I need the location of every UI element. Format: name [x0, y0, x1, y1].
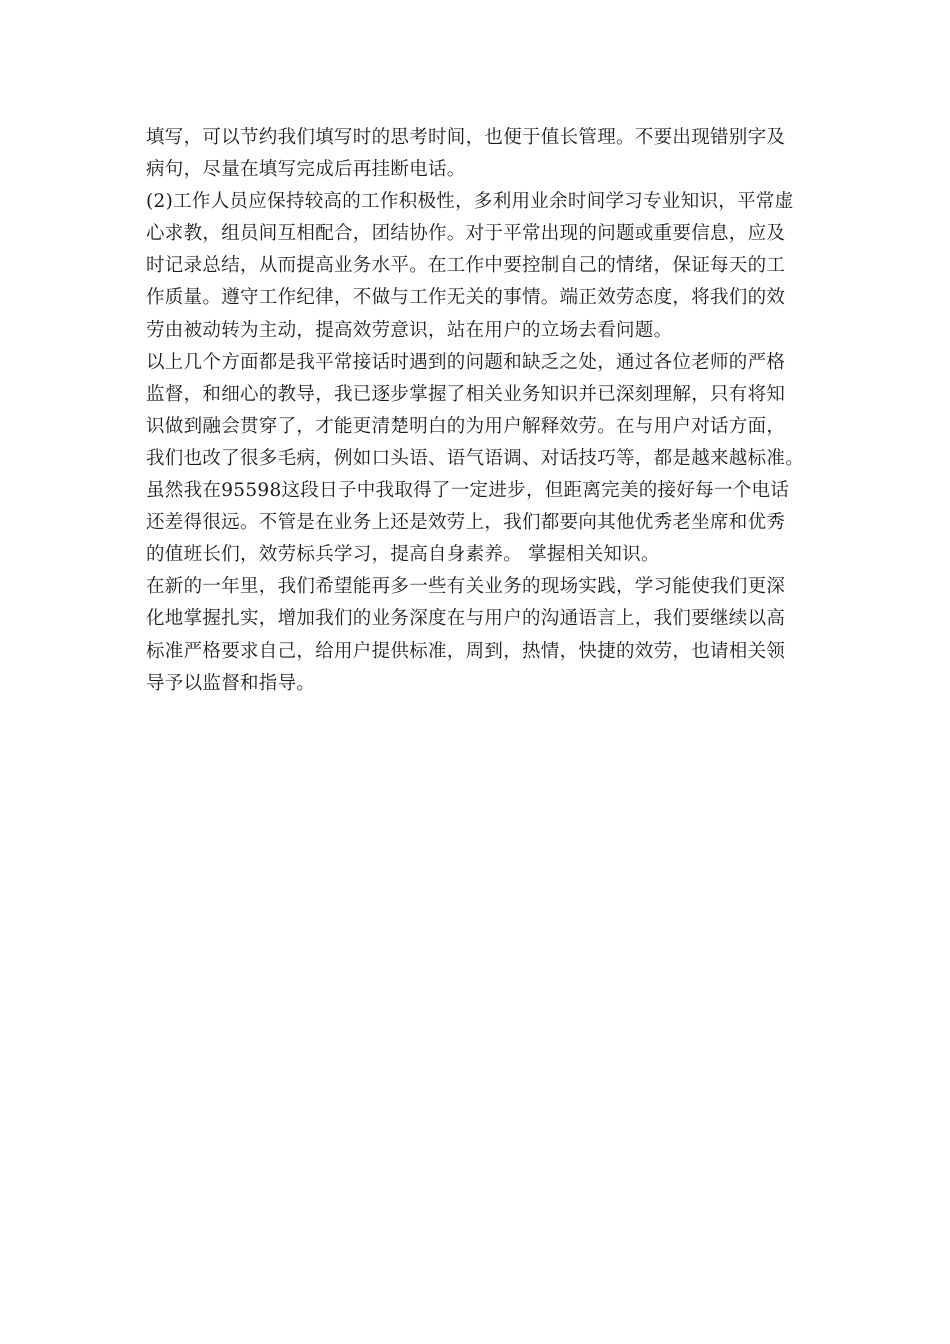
text-line: 作质量。遵守工作纪律，不做与工作无关的事情。端正效劳态度，将我们的效 [146, 287, 786, 309]
text-line: 还差得很远。不管是在业务上还是效劳上，我们都要向其他优秀老坐席和优秀 [146, 512, 786, 534]
text-line: 监督，和细心的教导，我已逐步掌握了相关业务知识并已深刻理解，只有将知 [146, 383, 786, 405]
text-line: 在新的一年里，我们希望能再多一些有关业务的现场实践，学习能使我们更深 [146, 576, 786, 598]
text-line: 标准严格要求自己，给用户提供标准，周到，热情，快捷的效劳，也请相关领 [146, 640, 786, 662]
text-line: 识做到融会贯穿了，才能更清楚明白的为用户解释效劳。在与用户对话方面， [146, 415, 786, 437]
text-line: 劳由被动转为主动，提高效劳意识，站在用户的立场去看问题。 [146, 319, 673, 341]
text-line: 病句，尽量在填写完成后再挂断电话。 [146, 159, 466, 181]
text-line: 的值班长们，效劳标兵学习，提高自身素养。 掌握相关知识。 [146, 544, 660, 566]
text-line: 虽然我在95598这段日子中我取得了一定进步，但距离完美的接好每一个电话 [146, 480, 790, 502]
text-line: 填写，可以节约我们填写时的思考时间，也便于值长管理。不要出现错别字及 [146, 127, 786, 148]
text-line: 时记录总结，从而提高业务水平。在工作中要控制自己的情绪，保证每天的工 [146, 255, 786, 277]
text-line: 以上几个方面都是我平常接话时遇到的问题和缺乏之处，通过各位老师的严格 [146, 351, 786, 373]
text-line: 导予以监督和指导。 [146, 672, 316, 694]
text-line: (2)工作人员应保持较高的工作积极性，多利用业余时间学习专业知识，平常虚 [146, 191, 794, 213]
text-line: 我们也改了很多毛病，例如口头语、语气语调、对话技巧等，都是越来越标准。 [146, 447, 805, 469]
text-line: 化地掌握扎实，增加我们的业务深度在与用户的沟通语言上，我们要继续以高 [146, 608, 786, 630]
document-body [146, 122, 810, 700]
text-line: 心求教，组员间互相配合，团结协作。对于平常出现的问题或重要信息，应及 [146, 223, 786, 245]
